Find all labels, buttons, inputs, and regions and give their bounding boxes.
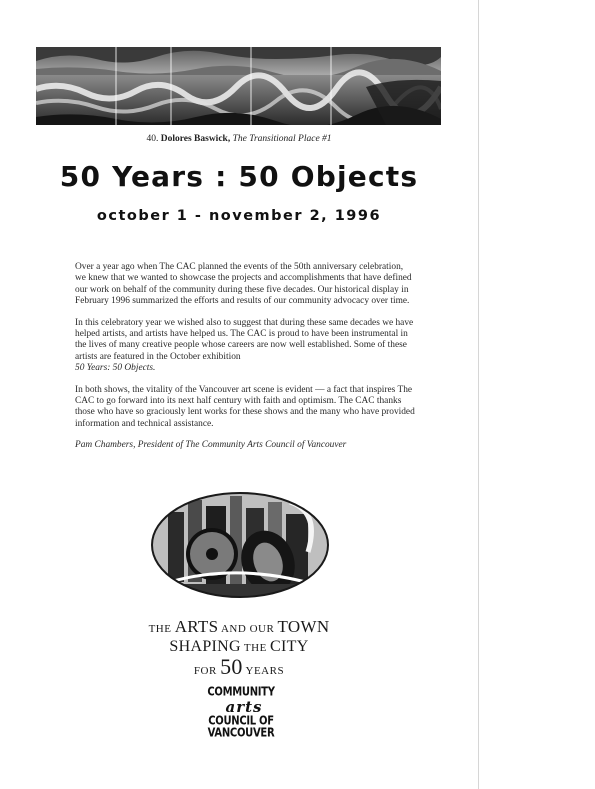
exhibition-title: 50 Years: 50 Objects. bbox=[75, 363, 156, 374]
panoramic-beach-photo bbox=[36, 47, 441, 125]
paragraph-1: Over a year ago when The CAC planned the events of the 50th anniversary celebration, we knew that we wanted to showcase the projects and accomplishments that have defined our work on behalf of the community during these five decades. Our historical display in February 1996 summarized the efforts and results of our community advocacy over time. bbox=[75, 262, 412, 307]
caption-artist: Dolores Baswick, bbox=[160, 134, 231, 144]
tagline-word: THE bbox=[148, 623, 175, 635]
tagline-word: ARTS bbox=[174, 617, 219, 636]
logo-line-arts: arts bbox=[225, 698, 263, 716]
emblem-image bbox=[150, 492, 330, 598]
logo-line-vancouver: VANCOUVER bbox=[207, 726, 275, 741]
exhibition-dates: october 1 - november 2, 1996 bbox=[96, 208, 382, 224]
tagline-word: CITY bbox=[270, 638, 309, 655]
tagline-number: 50 bbox=[220, 654, 243, 679]
page-edge-divider bbox=[478, 0, 479, 789]
community-arts-council-logo bbox=[196, 687, 286, 740]
logo-line-council: COUNCIL OF bbox=[208, 714, 274, 729]
tagline-word: YEARS bbox=[242, 665, 285, 677]
anniversary-tagline bbox=[0, 618, 478, 681]
photo-caption bbox=[0, 134, 478, 144]
paragraph-2-text: In this celebratory year we wished also to suggest that during these same decades we have helped artists, and artists have helped us. The CAC is proud to have been instrumental in the lives of many creative people whose careers are now well established. Some of these artists are featured in the October exhibition bbox=[75, 317, 414, 362]
caption-work-title: The Transitional Place #1 bbox=[232, 134, 332, 144]
arts-emblem-illustration bbox=[150, 492, 330, 598]
tagline-word: AND OUR bbox=[218, 623, 278, 635]
tagline-line-1 bbox=[0, 618, 478, 638]
photo-image bbox=[36, 47, 441, 125]
tagline-word: SHAPING bbox=[169, 638, 241, 655]
tagline-word: THE bbox=[240, 642, 271, 654]
caption-number: 40. bbox=[146, 134, 159, 144]
signature: Pam Chambers, President of The Community Arts Council of Vancouver bbox=[75, 440, 347, 451]
paragraph-3: In both shows, the vitality of the Vancouver art scene is evident — a fact that inspires The CAC to go forward into its next half century with faith and optimism. The CAC thanks those who have so graciously lent works for these shows and the many who have provided information and technical assistance. bbox=[75, 384, 415, 429]
logo-line-community: COMMUNITY bbox=[207, 685, 275, 700]
tagline-word: FOR bbox=[193, 665, 221, 677]
page-title: 50 Years : 50 Objects bbox=[59, 160, 419, 193]
tagline-word: TOWN bbox=[277, 617, 330, 636]
tagline-line-3 bbox=[0, 654, 478, 681]
body-text bbox=[75, 262, 415, 462]
paragraph-2 bbox=[75, 318, 415, 375]
